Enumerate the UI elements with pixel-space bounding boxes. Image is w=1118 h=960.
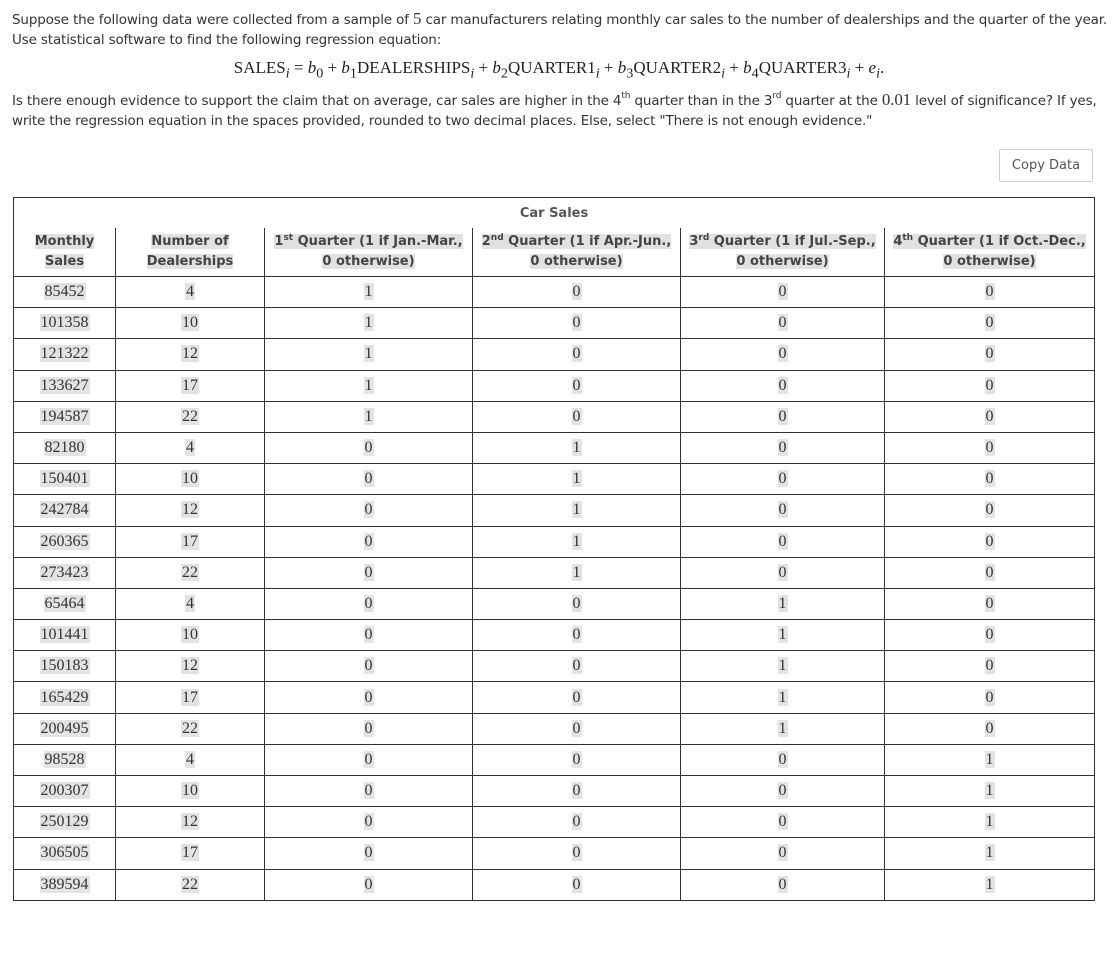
table-cell: 200495 — [14, 713, 116, 744]
table-cell: 0 — [473, 713, 681, 744]
sample-size: 5 — [412, 9, 422, 28]
table-body — [14, 277, 1095, 901]
table-cell: 12 — [116, 339, 265, 370]
intro-part: car manufacturers relating monthly car sales to the number of dealerships and the quarter of the year. Use statistical software to find the following regression equation: — [12, 12, 1108, 48]
eq-quarter1: QUARTER1 — [507, 58, 596, 77]
table-cell: 12 — [116, 807, 265, 838]
table-cell: 4 — [116, 432, 265, 463]
table-cell: 0 — [265, 682, 473, 713]
table-cell: 85452 — [14, 277, 116, 308]
table-row — [14, 651, 1095, 682]
table-cell: 0 — [681, 308, 885, 339]
table-cell: 0 — [681, 838, 885, 869]
table-cell: 0 — [473, 401, 681, 432]
table-cell: 1 — [265, 277, 473, 308]
table-cell: 0 — [265, 651, 473, 682]
table-cell: 194587 — [14, 401, 116, 432]
table-row — [14, 807, 1095, 838]
table-cell: 101441 — [14, 620, 116, 651]
table-row — [14, 744, 1095, 775]
table-cell: 10 — [116, 464, 265, 495]
eq-quarter2: QUARTER2 — [633, 58, 722, 77]
table-cell: 0 — [473, 620, 681, 651]
table-row — [14, 713, 1095, 744]
table-cell: 0 — [885, 401, 1095, 432]
table-cell: 4 — [116, 588, 265, 619]
table-cell: 17 — [116, 682, 265, 713]
table-cell: 0 — [681, 401, 885, 432]
table-cell: 0 — [265, 526, 473, 557]
table-cell: 0 — [885, 713, 1095, 744]
table-cell: 1 — [265, 401, 473, 432]
table-row — [14, 620, 1095, 651]
table-cell: 1 — [473, 495, 681, 526]
table-cell: 1 — [681, 651, 885, 682]
column-header: 2nd Quarter (1 if Apr.-Jun., 0 otherwise) — [473, 228, 681, 277]
table-cell: 0 — [885, 308, 1095, 339]
table-cell: 17 — [116, 370, 265, 401]
table-cell: 150183 — [14, 651, 116, 682]
table-row — [14, 401, 1095, 432]
table-cell: 0 — [265, 557, 473, 588]
table-cell: 0 — [473, 838, 681, 869]
table-cell: 0 — [265, 807, 473, 838]
table-cell: 17 — [116, 526, 265, 557]
table-cell: 273423 — [14, 557, 116, 588]
table-cell: 0 — [265, 588, 473, 619]
q-part: Is there enough evidence to support the claim that on average, car sales are higher in the 4 — [12, 93, 622, 109]
table-cell: 12 — [116, 651, 265, 682]
table-cell: 0 — [681, 277, 885, 308]
table-cell: 4 — [116, 744, 265, 775]
table-row — [14, 308, 1095, 339]
table-cell: 0 — [681, 869, 885, 900]
table-cell: 0 — [473, 588, 681, 619]
table-cell: 0 — [265, 869, 473, 900]
table-cell: 0 — [473, 682, 681, 713]
table-cell: 0 — [885, 370, 1095, 401]
table-cell: 0 — [265, 744, 473, 775]
table-cell: 1 — [473, 526, 681, 557]
table-cell: 0 — [681, 464, 885, 495]
eq-error: e — [868, 58, 877, 77]
table-row — [14, 557, 1095, 588]
table-cell: 1 — [885, 744, 1095, 775]
q-sup: th — [621, 91, 631, 101]
table-row — [14, 370, 1095, 401]
table-cell: 0 — [885, 620, 1095, 651]
table-cell: 1 — [265, 308, 473, 339]
column-header: Monthly Sales — [14, 228, 116, 277]
table-row — [14, 432, 1095, 463]
table-cell: 0 — [885, 651, 1095, 682]
table-cell: 1 — [265, 370, 473, 401]
table-cell: 22 — [116, 401, 265, 432]
table-cell: 0 — [473, 776, 681, 807]
table-cell: 1 — [473, 432, 681, 463]
table-cell: 0 — [885, 526, 1095, 557]
table-cell: 0 — [885, 464, 1095, 495]
table-cell: 22 — [116, 713, 265, 744]
q-part: quarter than in the 3 — [630, 93, 773, 109]
table-cell: 0 — [473, 308, 681, 339]
copy-data-button[interactable]: Copy Data — [999, 149, 1093, 182]
table-cell: 0 — [265, 776, 473, 807]
table-cell: 165429 — [14, 682, 116, 713]
table-row — [14, 838, 1095, 869]
column-header: 3rd Quarter (1 if Jul.-Sep., 0 otherwise) — [681, 228, 885, 277]
table-cell: 0 — [265, 620, 473, 651]
column-header: 4th Quarter (1 if Oct.-Dec., 0 otherwise) — [885, 228, 1095, 277]
column-header: 1st Quarter (1 if Jan.-Mar., 0 otherwise) — [265, 228, 473, 277]
table-cell: 1 — [885, 838, 1095, 869]
intro-part: Suppose the following data were collected from a sample of — [12, 12, 413, 28]
table-cell: 0 — [885, 588, 1095, 619]
table-cell: 1 — [681, 620, 885, 651]
table-cell: 1 — [885, 776, 1095, 807]
table-cell: 1 — [885, 807, 1095, 838]
table-cell: 0 — [681, 776, 885, 807]
table-cell: 1 — [681, 713, 885, 744]
table-cell: 22 — [116, 869, 265, 900]
table-cell: 0 — [885, 557, 1095, 588]
table-cell: 22 — [116, 557, 265, 588]
table-cell: 150401 — [14, 464, 116, 495]
table-cell: 1 — [473, 557, 681, 588]
table-cell: 1 — [885, 869, 1095, 900]
table-cell: 0 — [681, 495, 885, 526]
table-cell: 1 — [265, 339, 473, 370]
table-cell: 133627 — [14, 370, 116, 401]
table-cell: 17 — [116, 838, 265, 869]
table-cell: 10 — [116, 620, 265, 651]
table-cell: 121322 — [14, 339, 116, 370]
table-cell: 101358 — [14, 308, 116, 339]
table-cell: 0 — [473, 339, 681, 370]
table-row — [14, 464, 1095, 495]
table-cell: 1 — [681, 588, 885, 619]
table-cell: 200307 — [14, 776, 116, 807]
table-cell: 0 — [681, 807, 885, 838]
table-cell: 10 — [116, 776, 265, 807]
table-cell: 4 — [116, 277, 265, 308]
table-row — [14, 869, 1095, 900]
table-cell: 0 — [473, 370, 681, 401]
table-cell: 0 — [885, 682, 1095, 713]
question-text — [12, 90, 1108, 131]
table-cell: 1 — [681, 682, 885, 713]
table-row — [14, 495, 1095, 526]
table-row — [14, 776, 1095, 807]
table-cell: 0 — [473, 744, 681, 775]
car-sales-table — [13, 197, 1095, 901]
table-cell: 0 — [885, 277, 1095, 308]
table-cell: 0 — [473, 277, 681, 308]
table-cell: 12 — [116, 495, 265, 526]
table-cell: 0 — [473, 807, 681, 838]
q-part: quarter at the — [781, 93, 882, 109]
regression-equation: $SALES_i = b_0$ + $b_1DEALERSHIPS_i$ + $b_2QUARTER1_i$ + $b_3QUARTER2_i$ + $b_4QUARTER3_i + e_i$. — [233, 58, 885, 82]
table-caption: Car Sales — [14, 198, 1095, 229]
table-row — [14, 682, 1095, 713]
table-cell: 242784 — [14, 495, 116, 526]
column-header: Number of Dealerships — [116, 228, 265, 277]
table-row — [14, 588, 1095, 619]
table-cell: 0 — [265, 713, 473, 744]
table-row — [14, 339, 1095, 370]
table-row — [14, 526, 1095, 557]
table-cell: 0 — [681, 526, 885, 557]
eq-quarter3: QUARTER3 — [758, 58, 847, 77]
table-cell: 0 — [265, 838, 473, 869]
table-cell: 0 — [885, 432, 1095, 463]
table-cell: 98528 — [14, 744, 116, 775]
q-part: level of significance? If yes, write the regression equation in the spaces provided, rounded to two decimal places. Else, select "There is not enough evidence." — [12, 93, 1097, 129]
table-cell: 260365 — [14, 526, 116, 557]
table-cell: 0 — [473, 869, 681, 900]
table-cell: 0 — [265, 464, 473, 495]
table-cell: 82180 — [14, 432, 116, 463]
table-cell: 10 — [116, 308, 265, 339]
table-cell: 389594 — [14, 869, 116, 900]
q-sup: rd — [772, 91, 782, 101]
table-cell: 0 — [885, 495, 1095, 526]
table-cell: 0 — [681, 432, 885, 463]
significance-level: 0.01 — [881, 90, 912, 109]
table-cell: 0 — [265, 432, 473, 463]
table-cell: 250129 — [14, 807, 116, 838]
table-cell: 0 — [885, 339, 1095, 370]
table-row — [14, 277, 1095, 308]
table-cell: 0 — [681, 744, 885, 775]
table-cell: 0 — [265, 495, 473, 526]
eq-b1: b — [341, 58, 350, 77]
table-cell: 0 — [681, 557, 885, 588]
table-cell: 0 — [473, 651, 681, 682]
eq-dealerships: DEALERSHIPS — [357, 58, 471, 77]
table-cell: 0 — [681, 339, 885, 370]
table-cell: 306505 — [14, 838, 116, 869]
eq-b0: b — [307, 58, 317, 77]
table-cell: 65464 — [14, 588, 116, 619]
intro-text — [12, 9, 1108, 50]
table-header-row — [14, 228, 1095, 277]
eq-sales: SALES — [233, 58, 286, 77]
table-cell: 1 — [473, 464, 681, 495]
table-cell: 0 — [681, 370, 885, 401]
